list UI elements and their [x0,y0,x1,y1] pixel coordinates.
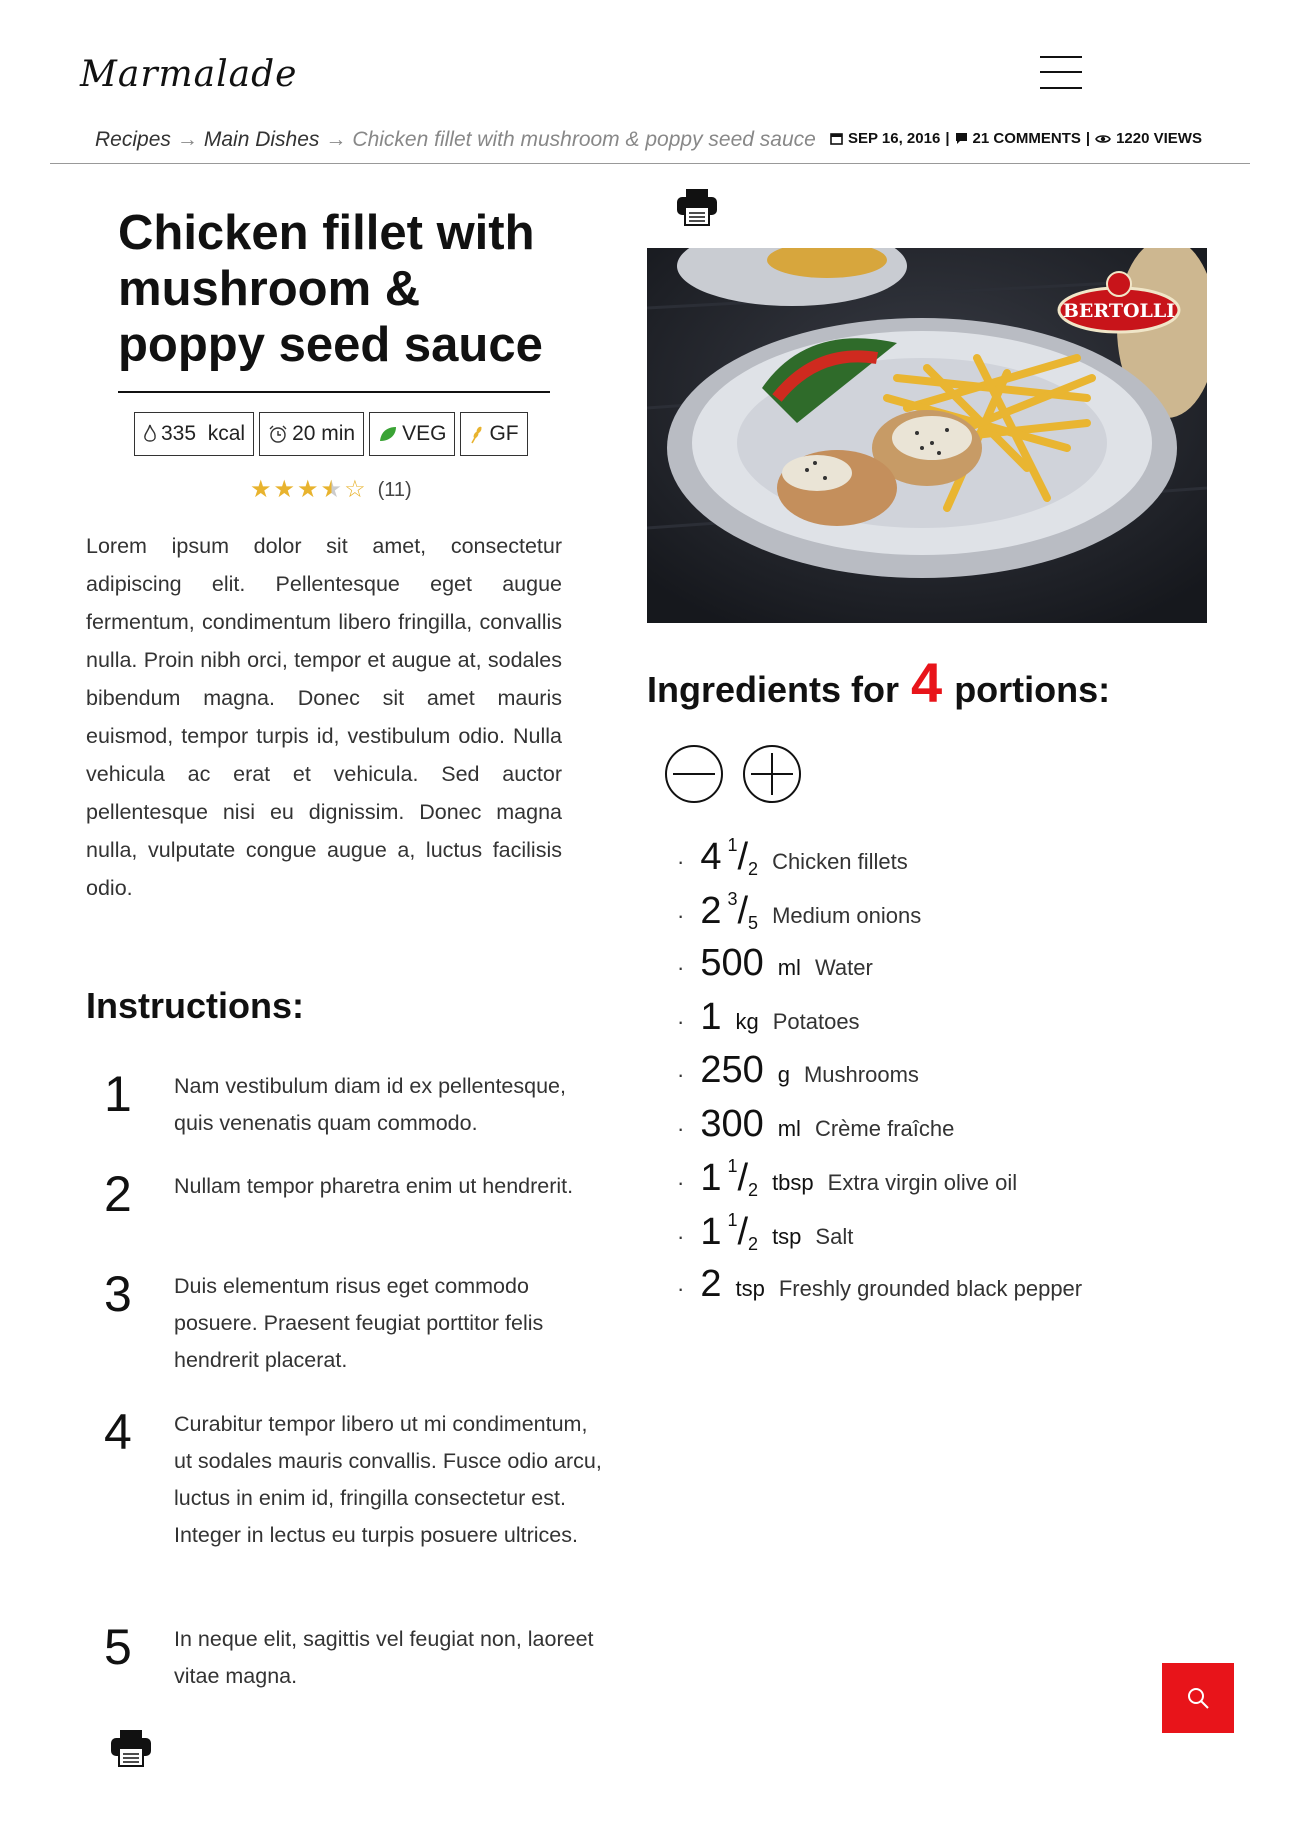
recipe-title: Chicken fillet with mushroom & poppy seed sauce [118,206,543,372]
star-full-icon: ★ [297,476,319,503]
flame-icon [143,424,157,444]
star-full-icon: ★ [250,476,272,503]
fraction-numerator: 1 [727,1209,738,1230]
step-number: 2 [104,1166,132,1222]
ingredient-unit: kg [735,1008,759,1034]
gf-label: GF [489,422,519,445]
ingredient-unit: tbsp [772,1170,814,1195]
ingredient-qty: 1 [700,1210,722,1253]
rating-count: (11) [377,478,412,501]
alarm-clock-icon [268,424,288,444]
site-logo[interactable]: Marmalade [80,54,298,95]
search-button[interactable] [1162,1663,1234,1733]
instructions-heading: Instructions: [86,985,305,1026]
ingredient-fraction: $^1/_2$ [727,1156,759,1200]
step-number: 1 [104,1066,132,1122]
ingredient-qty: 1 [700,1157,722,1199]
ingredient-qty: 1 [700,995,722,1038]
kcal-value: 335 kcal [161,422,246,445]
ingredient-unit: tsp [735,1276,765,1301]
food-image [647,248,1207,623]
bullet: · [677,955,685,980]
bullet: · [677,849,685,874]
increase-portions-button[interactable] [743,745,801,803]
ingredient-unit: ml [777,1115,801,1141]
ingredient-fraction: $^3/_5$ [727,888,759,933]
fraction-denominator: 2 [748,1233,759,1254]
ingredient-item [677,1263,1082,1317]
ingredient-name: Potatoes [772,1008,860,1034]
post-date: SEP 16, 2016 [848,130,941,147]
star-empty-icon: ☆ [344,476,366,503]
post-meta [830,130,1202,147]
ingredients-heading-suffix: portions: [954,669,1111,710]
bertolli-logo: BERTOLLI [1062,300,1176,322]
gf-badge [460,412,527,456]
recipe-description: Lorem ipsum dolor sit amet, consectetur adipiscing elit. Pellentesque eget augue fermentum, condimentum libero fringilla, convallis nulla. Proin nibh orci, tempor et augue at, sodales bibendum magna. Donec sit amet mauris euismod, tempor turpis id, vestibulum odio. Nulla vehicula ac erat et vehicula. Sed auctor pellentesque nisi eu dignissim. Donec magna nulla, vulputate congue augue a, luctus facilisis odio. [86,534,562,900]
calendar-icon [830,132,843,145]
ingredient-name: Medium onions [772,902,922,928]
comment-count[interactable]: 21 COMMENTS [972,130,1081,147]
ingredient-qty: 4 [700,836,722,878]
kcal-badge [134,412,254,456]
meta-separator: | [945,130,950,147]
ingredient-unit: ml [777,955,801,980]
meta-separator: | [1085,130,1091,147]
ingredient-qty: 300 [700,1102,764,1145]
portions-count: 4 [911,651,943,714]
fraction-denominator: 2 [748,859,759,879]
ingredient-qty: 2 [700,889,722,932]
header-divider [50,163,1250,164]
fraction-denominator: 2 [748,1180,759,1200]
ingredient-item [677,1210,1082,1264]
recipe-badges [134,412,528,456]
breadcrumb-main-dishes[interactable]: Main Dishes [203,128,320,151]
wheat-icon [469,424,485,444]
ingredients-heading-prefix: Ingredients for [647,669,900,710]
bullet: · [677,1008,685,1034]
bullet: · [677,1276,685,1301]
breadcrumb-current: Chicken fillet with mushroom & poppy seed sauce [352,128,816,151]
step-text: Nam vestibulum diam id ex pellentesque, quis venenatis quam commodo. [174,1074,566,1135]
ingredient-qty: 2 [700,1263,722,1305]
bullet: · [677,1115,685,1141]
printer-icon[interactable] [676,187,718,227]
ingredient-item [677,1103,1082,1157]
ingredient-name: Chicken fillets [772,849,908,874]
step-number: 3 [104,1266,132,1322]
recipe-photo [647,248,1207,623]
breadcrumb-separator: → [325,128,347,151]
hamburger-menu-icon[interactable] [1040,56,1082,90]
star-half-icon: ★ [320,476,343,503]
breadcrumb-recipes[interactable]: Recipes [95,128,171,151]
step-number: 5 [104,1619,132,1675]
veg-label: VEG [402,422,447,445]
star-rating[interactable] [250,478,412,502]
bullet: · [677,1170,685,1195]
ingredient-name: Freshly grounded black pepper [778,1276,1083,1301]
ingredient-item [677,996,1082,1050]
time-badge [259,412,364,456]
step-text: In neque elit, sagittis vel feugiat non, laoreet vitae magna. [174,1627,594,1688]
ingredient-name: Mushrooms [803,1062,919,1087]
ingredient-unit: tsp [772,1223,802,1249]
comment-icon [955,132,968,145]
ingredients-heading [647,650,1110,715]
step-number: 4 [104,1404,132,1460]
view-count: 1220 VIEWS [1116,130,1202,147]
breadcrumb [95,128,816,152]
bullet: · [677,902,685,928]
ingredient-name: Extra virgin olive oil [827,1170,1018,1195]
ingredients-list [677,835,1082,1317]
ingredient-item [677,1049,1082,1103]
eye-icon [1095,133,1111,145]
veg-badge [369,412,455,456]
printer-icon[interactable] [110,1728,152,1768]
ingredient-item [677,889,1082,943]
time-value: 20 min [292,422,356,445]
step-text: Curabitur tempor libero ut mi condimentum, ut sodales mauris convallis. Fusce odio arcu, luctus in enim id, fringilla consectetur est. Integer in lectus eu turpis posuere ultrices. [174,1412,602,1547]
title-underline [118,391,550,393]
ingredient-qty: 500 [700,942,764,984]
ingredient-fraction: $^1/_2$ [727,1209,759,1254]
ingredient-qty: 250 [700,1049,764,1091]
ingredient-item [677,942,1082,996]
bullet: · [677,1223,685,1249]
ingredient-item [677,1156,1082,1210]
step-text: Nullam tempor pharetra enim ut hendrerit. [174,1174,574,1198]
search-icon [1186,1686,1210,1710]
decrease-portions-button[interactable] [665,745,723,803]
step-text: Duis elementum risus eget commodo posuere. Praesent feugiat porttitor felis hendrerit placerat. [174,1274,544,1372]
fraction-numerator: 1 [727,835,738,855]
bullet: · [677,1062,685,1087]
star-full-icon: ★ [273,476,296,503]
ingredient-fraction: $^1/_2$ [727,835,759,879]
breadcrumb-separator: → [176,128,198,151]
ingredient-name: Crème fraîche [814,1115,955,1141]
fraction-numerator: 3 [727,888,738,909]
ingredient-name: Water [814,955,873,980]
ingredient-item [677,835,1082,889]
ingredient-name: Salt [815,1223,854,1249]
ingredient-unit: g [777,1062,790,1087]
leaf-icon [378,425,398,443]
fraction-denominator: 5 [748,912,759,933]
fraction-numerator: 1 [727,1156,738,1176]
